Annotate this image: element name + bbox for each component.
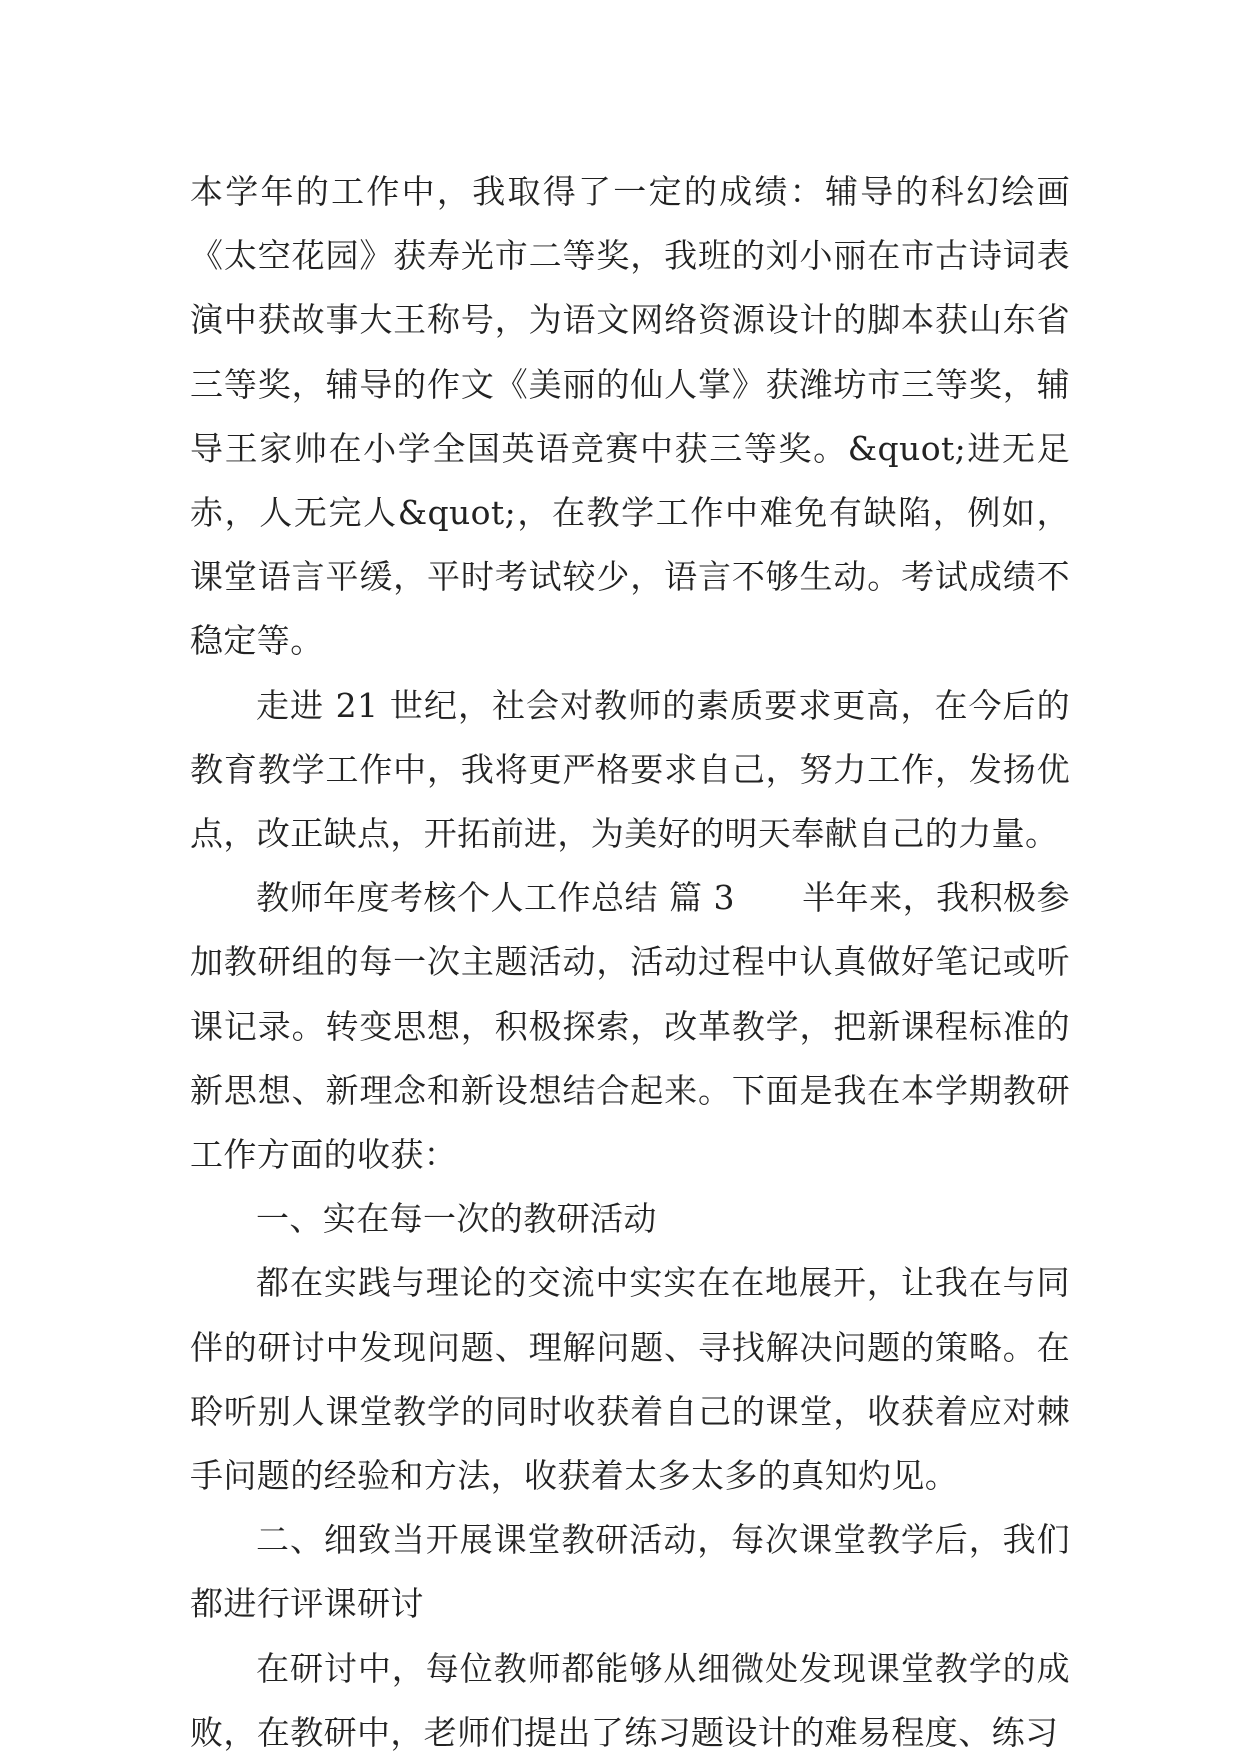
paragraph-3: 教师年度考核个人工作总结 篇 3 半年来，我积极参加教研组的每一次主题活动，活动过程中认真做好笔记或听课记录。转变思想，积极探索，改革教学，把新课程标准的新思想、新理念和新设想结合起来。下面是我在本学期教研工作方面的收获： bbox=[190, 878, 1070, 1175]
paragraph-1: 本学年的工作中，我取得了一定的成绩：辅导的科幻绘画《太空花园》获寿光市二等奖，我班的刘小丽在市古诗词表演中获故事大王称号，为语文网络资源设计的脚本获山东省三等奖，辅导的作文《美丽的仙人掌》获潍坊市三等奖，辅导王家帅在小学全国英语竞赛中获三等奖。&quot;进无足赤，人无完人&quot;，在教学工作中难免有缺陷，例如，课堂语言平缓，平时考试较少，语言不够生动。考试成绩不稳定等。 bbox=[190, 172, 1070, 661]
section-heading-1: 一、实在每一次的教研活动 bbox=[256, 1199, 657, 1239]
paragraph-4: 都在实践与理论的交流中实实在在地展开，让我在与同伴的研讨中发现问题、理解问题、寻找解决问题的策略。在聆听别人课堂教学的同时收获着自己的课堂，收获着应对棘手问题的经验和方法，收获着太多太多的真知灼见。 bbox=[190, 1263, 1070, 1496]
section-heading-2: 二、细致当开展课堂教研活动，每次课堂教学后，我们都进行评课研讨 bbox=[190, 1520, 1070, 1624]
paragraph-2: 走进 21 世纪，社会对教师的素质要求更高，在今后的教育教学工作中，我将更严格要求自己，努力工作，发扬优点，改正缺点，开拓前进，为美好的明天奉献自己的力量。 bbox=[190, 685, 1070, 854]
paragraph-5: 在研讨中，每位教师都能够从细微处发现课堂教学的成败，在教研中，老师们提出了练习题设计的难易程度、练习 bbox=[190, 1648, 1070, 1752]
document-body bbox=[190, 160, 1070, 1754]
